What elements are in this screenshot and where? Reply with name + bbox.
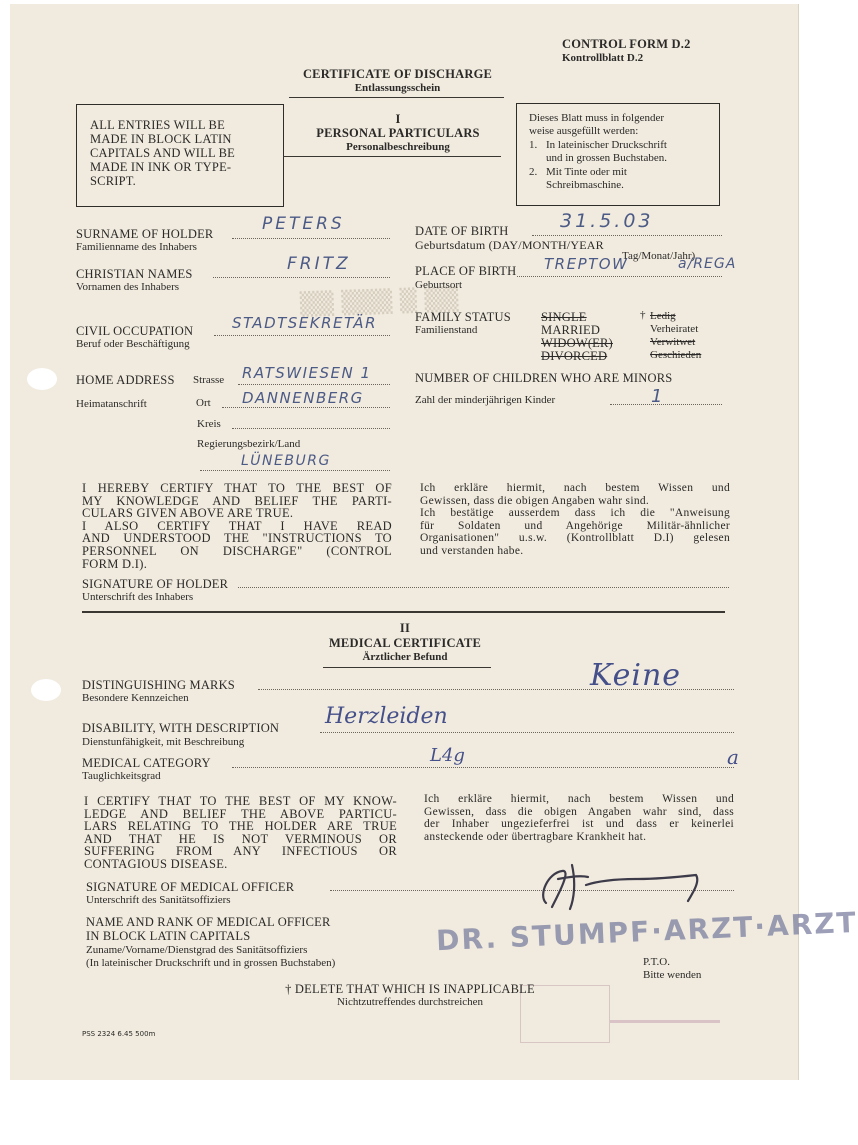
- status-ledig: Ledig: [650, 310, 676, 322]
- pto-label: P.T.O.: [643, 956, 670, 968]
- regbez-line: [200, 470, 390, 471]
- delete-instruction: † DELETE THAT WHICH IS INAPPLICABLE: [285, 982, 535, 996]
- kreis-label: Kreis: [197, 418, 221, 430]
- med-cert-line: AND THAT HE IS NOT VERMINOUS OR: [84, 831, 397, 846]
- family-status-label-de: Familienstand: [415, 324, 478, 336]
- regbez-value: LÜNEBURG: [241, 453, 331, 469]
- instruction-item: und in grossen Buchstaben.: [546, 152, 667, 164]
- med-cert-line: I CERTIFY THAT TO THE BEST OF MY KNOW-: [84, 794, 397, 808]
- section-1-title-de: Personalbeschreibung: [346, 141, 450, 153]
- disability-label-de: Dienstunfähigkeit, mit Beschreibung: [82, 736, 245, 748]
- pob-value-2: a/REGA: [678, 256, 737, 272]
- occupation-label-de: Beruf oder Beschäftigung: [76, 338, 190, 350]
- pob-label-de: Geburtsort: [415, 279, 463, 291]
- section-1-number: I: [395, 112, 401, 126]
- medical-officer-name-label: NAME AND RANK OF MEDICAL OFFICER: [86, 915, 331, 929]
- med-cert-line: LARS RELATING TO THE HOLDER ARE TRUE: [84, 819, 397, 834]
- medical-officer-signature-label: SIGNATURE OF MEDICAL OFFICER: [86, 880, 295, 894]
- home-address-label: HOME ADDRESS: [76, 373, 175, 387]
- instruction-item: In lateinischer Druckschrift: [546, 139, 667, 151]
- disability-value: Herzleiden: [325, 704, 448, 729]
- cert-line: AND UNDERSTOOD THE "INSTRUCTIONS TO: [82, 531, 392, 546]
- distinguishing-marks-value: Keine: [590, 658, 682, 693]
- ort-label: Ort: [196, 397, 211, 409]
- document-title: CERTIFICATE OF DISCHARGE: [302, 67, 493, 81]
- children-label: NUMBER OF CHILDREN WHO ARE MINORS: [415, 371, 673, 385]
- med-cert-line-de: Gewissen, dass die obigen Angaben wahr sind, dass: [424, 805, 734, 818]
- notice-line: MADE IN BLOCK LATIN: [90, 132, 232, 146]
- pob-value: TREPTOW: [544, 255, 629, 273]
- cert-line-de: Gewissen, dass die obigen Angaben wahr sind.: [420, 494, 650, 507]
- status-verheiratet: Verheiratet: [650, 323, 699, 335]
- strasse-value: RATSWIESEN 1: [242, 364, 372, 382]
- med-cert-line-de: ansteckende oder übertragbare Krankheit hat.: [424, 830, 647, 843]
- instruction-intro: weise ausgefüllt werden:: [529, 125, 639, 137]
- status-widow: WIDOW(ER): [541, 336, 613, 350]
- cert-line-de: Ich bestätige ausserdem dass ich die "Anweisung: [420, 507, 730, 520]
- section-1-title: PERSONAL PARTICULARS: [316, 126, 480, 140]
- status-geschieden: Geschieden: [650, 349, 702, 361]
- cert-line-de: für Soldaten und Angehörige Militär-ähnlicher: [420, 519, 730, 532]
- status-single: SINGLE: [541, 310, 587, 324]
- cert-line: CULARS GIVEN ABOVE ARE TRUE.: [82, 506, 294, 521]
- christian-names-value: FRITZ: [287, 254, 351, 274]
- medical-officer-name-label-de-2: (In lateinischer Druckschrift und in grossen Buchstaben): [86, 957, 336, 969]
- strasse-line: [238, 384, 390, 385]
- section-divider: [82, 611, 725, 613]
- disability-line: [320, 732, 734, 733]
- cert-line: MY KNOWLEDGE AND BELIEF THE PARTI-: [82, 493, 392, 508]
- med-cert-line: LEDGE AND BELIEF THE ABOVE PARTICU-: [84, 806, 397, 821]
- dob-label-de-2: Tag/Monat/Jahr): [622, 250, 696, 262]
- medical-category-value: L4g: [430, 745, 465, 766]
- german-instructions-box: [516, 103, 720, 206]
- holder-certification-en: [82, 482, 392, 570]
- disability-label: DISABILITY, WITH DESCRIPTION: [82, 721, 280, 735]
- status-verwitwet: Verwitwet: [650, 336, 696, 348]
- children-value: 1: [651, 386, 666, 407]
- regbez-label: Regierungsbezirk/Land: [197, 438, 301, 450]
- occupation-value: STADTSEKRETÄR: [232, 314, 377, 332]
- christian-names-line: [213, 277, 390, 278]
- christian-names-label-de: Vornamen des Inhabers: [76, 281, 180, 293]
- medical-officer-name-label-2: IN BLOCK LATIN CAPITALS: [86, 929, 251, 943]
- cert-line: FORM D.I).: [82, 556, 148, 571]
- cert-line-de: Organisationen" u.s.w. (Kontrollblatt D.I) gelesen: [420, 532, 730, 545]
- medical-category-label-de: Tauglichkeitsgrad: [82, 770, 161, 782]
- cert-line: PERSONNEL ON DISCHARGE" (CONTROL: [82, 543, 392, 558]
- section-2-title: MEDICAL CERTIFICATE: [328, 636, 482, 650]
- dob-label: DATE OF BIRTH: [415, 224, 509, 238]
- instruction-number: 1.: [529, 139, 538, 151]
- medical-officer-signature-label-de: Unterschrift des Sanitätsoffiziers: [86, 894, 231, 906]
- holder-signature-line: [238, 587, 729, 588]
- kontrollblatt-label: Kontrollblatt D.2: [562, 52, 644, 64]
- dagger-mark: †: [640, 309, 646, 321]
- instruction-item: Schreibmaschine.: [546, 179, 624, 191]
- faint-stamp-mark: [610, 1020, 720, 1023]
- med-cert-line: CONTAGIOUS DISEASE.: [84, 856, 228, 871]
- status-married: MARRIED: [541, 323, 601, 337]
- section-2-title-de: Ärztlicher Befund: [362, 651, 448, 663]
- dob-line: [532, 235, 722, 236]
- bitte-wenden-label: Bitte wenden: [643, 969, 702, 981]
- cert-line-de: Ich erkläre hiermit, nach bestem Wissen und: [420, 482, 730, 494]
- control-form-label: CONTROL FORM D.2: [562, 37, 691, 51]
- punch-hole: [31, 679, 61, 701]
- ort-value: DANNENBERG: [242, 389, 364, 407]
- status-divorced: DIVORCED: [541, 349, 608, 363]
- med-cert-line: SUFFERING FROM ANY INFECTIOUS OR: [84, 844, 397, 859]
- notice-line: ALL ENTRIES WILL BE: [90, 118, 225, 132]
- occupation-line: [214, 335, 390, 336]
- pob-line: [517, 276, 722, 277]
- family-status-label: FAMILY STATUS: [415, 310, 511, 324]
- section-1-underline: [283, 156, 501, 157]
- holder-certification-de: [420, 482, 730, 558]
- dob-value: 31.5.03: [560, 210, 654, 232]
- pob-label: PLACE OF BIRTH: [415, 264, 517, 278]
- cert-line: I ALSO CERTIFY THAT I HAVE READ: [82, 518, 392, 533]
- block-capitals-notice-box: [76, 104, 284, 207]
- children-label-de: Zahl der minderjährigen Kinder: [415, 394, 556, 406]
- distinguishing-marks-label-de: Besondere Kennzeichen: [82, 692, 189, 704]
- surname-label: SURNAME OF HOLDER: [76, 227, 214, 241]
- faint-stamp-ghost: ▒▒ ▒▒▒ ▒ ▒▒: [299, 287, 459, 318]
- delete-instruction-de: Nichtzutreffendes durchstreichen: [336, 996, 484, 1008]
- surname-line: [232, 238, 390, 239]
- notice-line: CAPITALS AND WILL BE: [90, 146, 236, 160]
- punch-hole: [27, 368, 57, 390]
- instruction-intro: Dieses Blatt muss in folgender: [529, 112, 665, 124]
- medical-category-line: [232, 767, 734, 768]
- medical-officer-name-label-de: Zuname/Vorname/Dienstgrad des Sanitätsoffiziers: [86, 944, 308, 956]
- distinguishing-marks-label: DISTINGUISHING MARKS: [82, 678, 235, 692]
- medical-category-value-2: a: [727, 745, 739, 769]
- occupation-label: CIVIL OCCUPATION: [76, 324, 194, 338]
- cert-line: I HEREBY CERTIFY THAT TO THE BEST OF: [82, 481, 392, 495]
- holder-signature-label: SIGNATURE OF HOLDER: [82, 577, 229, 591]
- kreis-line: [232, 428, 390, 429]
- med-cert-line-de: Ich erkläre hiermit, nach bestem Wissen und: [424, 793, 734, 805]
- christian-names-label: CHRISTIAN NAMES: [76, 267, 193, 281]
- medical-certification-de: [424, 793, 734, 843]
- print-code: PSS 2324 6.45 500m: [82, 1030, 156, 1038]
- document-title-de: Entlassungsschein: [354, 82, 441, 94]
- surname-value: PETERS: [262, 214, 345, 234]
- instruction-number: 2.: [529, 166, 538, 178]
- section-2-number: II: [399, 621, 411, 635]
- instruction-item: Mit Tinte oder mit: [546, 166, 627, 178]
- title-underline: [289, 97, 504, 98]
- children-line: [610, 404, 722, 405]
- ort-line: [222, 407, 390, 408]
- notice-line: SCRIPT.: [90, 174, 136, 188]
- dob-label-de: Geburtsdatum (DAY/MONTH/YEAR: [415, 238, 604, 252]
- doctor-name-stamp: DR. STUMPF·ARZT·ARZT: [435, 905, 858, 958]
- cert-line-de: und verstanden habe.: [420, 544, 524, 557]
- holder-signature-label-de: Unterschrift des Inhabers: [82, 591, 194, 603]
- strasse-label: Strasse: [193, 374, 225, 386]
- notice-line: MADE IN INK OR TYPE-: [90, 160, 232, 174]
- medical-certification-en: [84, 795, 397, 871]
- medical-category-label: MEDICAL CATEGORY: [82, 756, 211, 770]
- section-2-underline: [323, 667, 491, 668]
- med-cert-line-de: der Inhaber ungezieferfrei ist und dass er keinerlei: [424, 818, 734, 831]
- heimatanschrift-label: Heimatanschrift: [76, 398, 147, 410]
- medical-officer-signature: [528, 855, 718, 915]
- surname-label-de: Familienname des Inhabers: [76, 241, 197, 253]
